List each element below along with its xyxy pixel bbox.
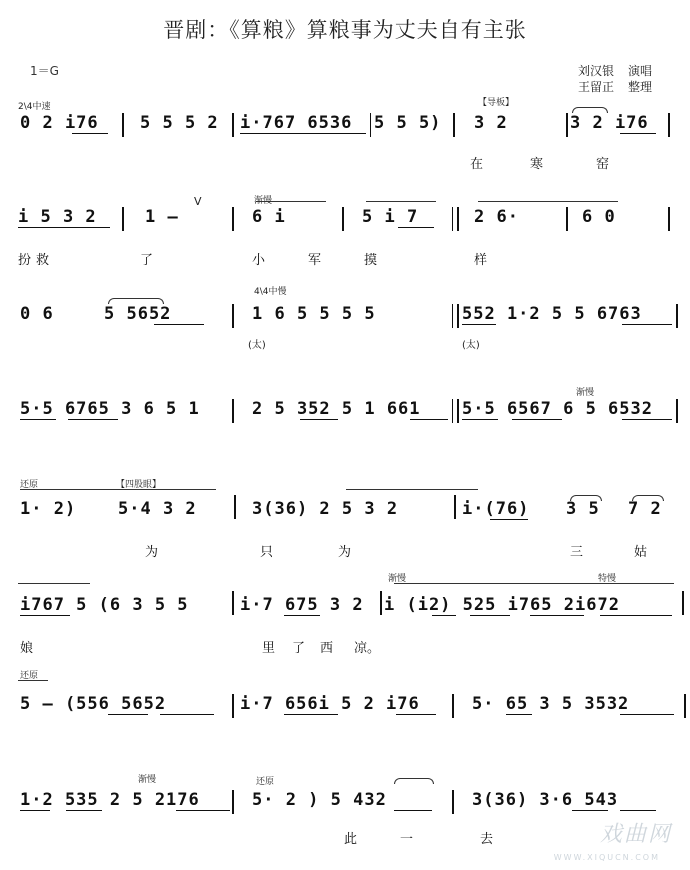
notation-segment: 3 2 xyxy=(474,113,508,133)
style-mark: 【四股眼】 xyxy=(116,480,162,490)
barline xyxy=(566,113,568,137)
barline xyxy=(232,304,234,328)
barline xyxy=(122,207,124,231)
barline xyxy=(452,790,454,814)
lyric-char: 扮 xyxy=(18,253,32,268)
notation-segment: i 5 3 2 xyxy=(18,207,97,227)
barline xyxy=(122,113,124,137)
notation-segment: 0 2 i76 xyxy=(20,113,99,133)
notation-segment: 552 1·2 5 5 6763 xyxy=(462,304,642,324)
tempo-mark: 2\4中速 xyxy=(18,102,51,112)
percussion-mark: (太) xyxy=(248,340,266,351)
notation-segment: i (i2) 525 i765 2i672 xyxy=(384,595,620,615)
lyric-char: 一 xyxy=(400,832,414,847)
barline xyxy=(453,113,455,137)
notation-segment: 5· 65 3 5 3532 xyxy=(472,694,630,714)
lyric-char: 西 xyxy=(320,641,334,656)
notation-segment: 5 5652 xyxy=(104,304,172,324)
notation-segment: 5 5 5) xyxy=(374,113,442,133)
notation-segment: 5· 2 ) 5 432 xyxy=(252,790,387,810)
lyric-char: 为 xyxy=(338,545,352,560)
barline xyxy=(676,399,678,423)
barline xyxy=(380,591,382,615)
lyric-char: 此 xyxy=(344,832,358,847)
lyric-char: 了 xyxy=(292,641,306,656)
barline xyxy=(452,694,454,718)
tempo-mark: 还原 xyxy=(20,480,39,490)
lyric-char: 摸 xyxy=(364,253,378,268)
notation-segment: 5·4 3 2 xyxy=(118,499,197,519)
notation-segment: 3 5 xyxy=(566,499,600,519)
notation-segment: i·7 656i 5 2 i76 xyxy=(240,694,420,714)
barline xyxy=(682,591,684,615)
barline xyxy=(452,304,459,328)
notation-segment: 5 5 5 2 xyxy=(140,113,219,133)
site-watermark-url: WWW.XIQUCN.COM xyxy=(553,853,660,862)
barline xyxy=(232,591,234,615)
singer-role: 演唱 xyxy=(628,64,653,78)
lyric-char: 在 xyxy=(470,157,484,172)
barline xyxy=(676,304,678,328)
lyric-char: 军 xyxy=(308,253,322,268)
notation-segment: 2 6· xyxy=(474,207,519,227)
notation-segment: i767 5 (6 3 5 5 xyxy=(20,595,189,615)
tempo-mark: 还原 xyxy=(256,777,275,787)
notation-segment: 7 2 xyxy=(628,499,662,519)
lyric-char: 了 xyxy=(140,253,154,268)
barline xyxy=(684,694,686,718)
notation-segment: 6 i xyxy=(252,207,286,227)
barline xyxy=(232,790,234,814)
tempo-mark: 4\4中慢 xyxy=(254,287,287,297)
tempo-mark: 渐慢 xyxy=(138,775,157,785)
tempo-mark: 还原 xyxy=(20,671,39,681)
notation-segment: 5 – (556 5652 xyxy=(20,694,167,714)
lyric-char: 娘 xyxy=(20,641,34,656)
lyric-char: 小 xyxy=(252,253,266,268)
notation-segment: 1· 2) xyxy=(20,499,77,519)
notation-segment: i·767 6536 xyxy=(240,113,353,133)
page-title: 晋剧：《算粮》算粮事为丈夫自有主张 xyxy=(163,18,527,42)
barline xyxy=(668,113,670,137)
notation-segment: i·(76) xyxy=(462,499,530,519)
barline xyxy=(232,113,234,137)
lyric-char: 只 xyxy=(260,545,274,560)
lyric-char: 窑 xyxy=(596,157,610,172)
notation-segment: i·7 675 3 2 xyxy=(240,595,364,615)
notation-segment: 5·5 6567 6 5 6532 xyxy=(462,399,653,419)
barline xyxy=(342,207,344,231)
arranger-role: 整理 xyxy=(628,80,653,94)
barline xyxy=(452,399,459,423)
style-mark: 【导板】 xyxy=(478,98,515,108)
notation-segment: 3(36) 2 5 3 2 xyxy=(252,499,399,519)
lyric-char: 里 xyxy=(262,641,276,656)
notation-segment: 1·2 535 2 5 2176 xyxy=(20,790,200,810)
lyric-char: 去 xyxy=(480,832,494,847)
lyric-char: 样 xyxy=(474,253,488,268)
lyric-char: 姑 xyxy=(634,545,648,560)
tempo-mark: 渐慢 xyxy=(388,574,407,584)
singer-name: 刘汉银 xyxy=(578,64,615,78)
barline xyxy=(232,399,234,423)
lyric-char: 三 xyxy=(570,545,584,560)
tempo-mark: 渐慢 xyxy=(254,196,273,206)
notation-segment: 5 i 7 xyxy=(362,207,419,227)
barline xyxy=(232,694,234,718)
barline xyxy=(454,495,456,519)
lyric-char: 为 xyxy=(145,545,159,560)
barline xyxy=(668,207,670,231)
lyric-char: 救 xyxy=(36,253,50,268)
notation-segment: 3(36) 3·6 543 xyxy=(472,790,619,810)
notation-segment: 1 6 5 5 5 5 xyxy=(252,304,376,324)
notation-segment: 0 6 xyxy=(20,304,54,324)
barline xyxy=(234,495,236,519)
barline xyxy=(452,207,459,231)
barline xyxy=(232,207,234,231)
notation-segment: 6 0 xyxy=(582,207,616,227)
notation-segment: 2 5 352 5 1 661 xyxy=(252,399,421,419)
lyric-char: 凉。 xyxy=(354,641,381,656)
percussion-mark: (太) xyxy=(462,340,480,351)
arranger-name: 王留正 xyxy=(578,80,615,94)
tempo-mark: 渐慢 xyxy=(576,388,595,398)
site-watermark: 戏曲网 xyxy=(599,822,672,847)
barline xyxy=(566,207,568,231)
key-signature: 1＝G xyxy=(30,64,59,78)
barline xyxy=(370,113,371,137)
notation-segment: 3 2 i76 xyxy=(570,113,649,133)
notation-segment: 5·5 6765 3 6 5 1 xyxy=(20,399,200,419)
tempo-mark: 特慢 xyxy=(598,574,617,584)
breath-mark: V xyxy=(194,195,202,208)
notation-segment: 1 – xyxy=(145,207,179,227)
lyric-char: 寒 xyxy=(530,157,544,172)
